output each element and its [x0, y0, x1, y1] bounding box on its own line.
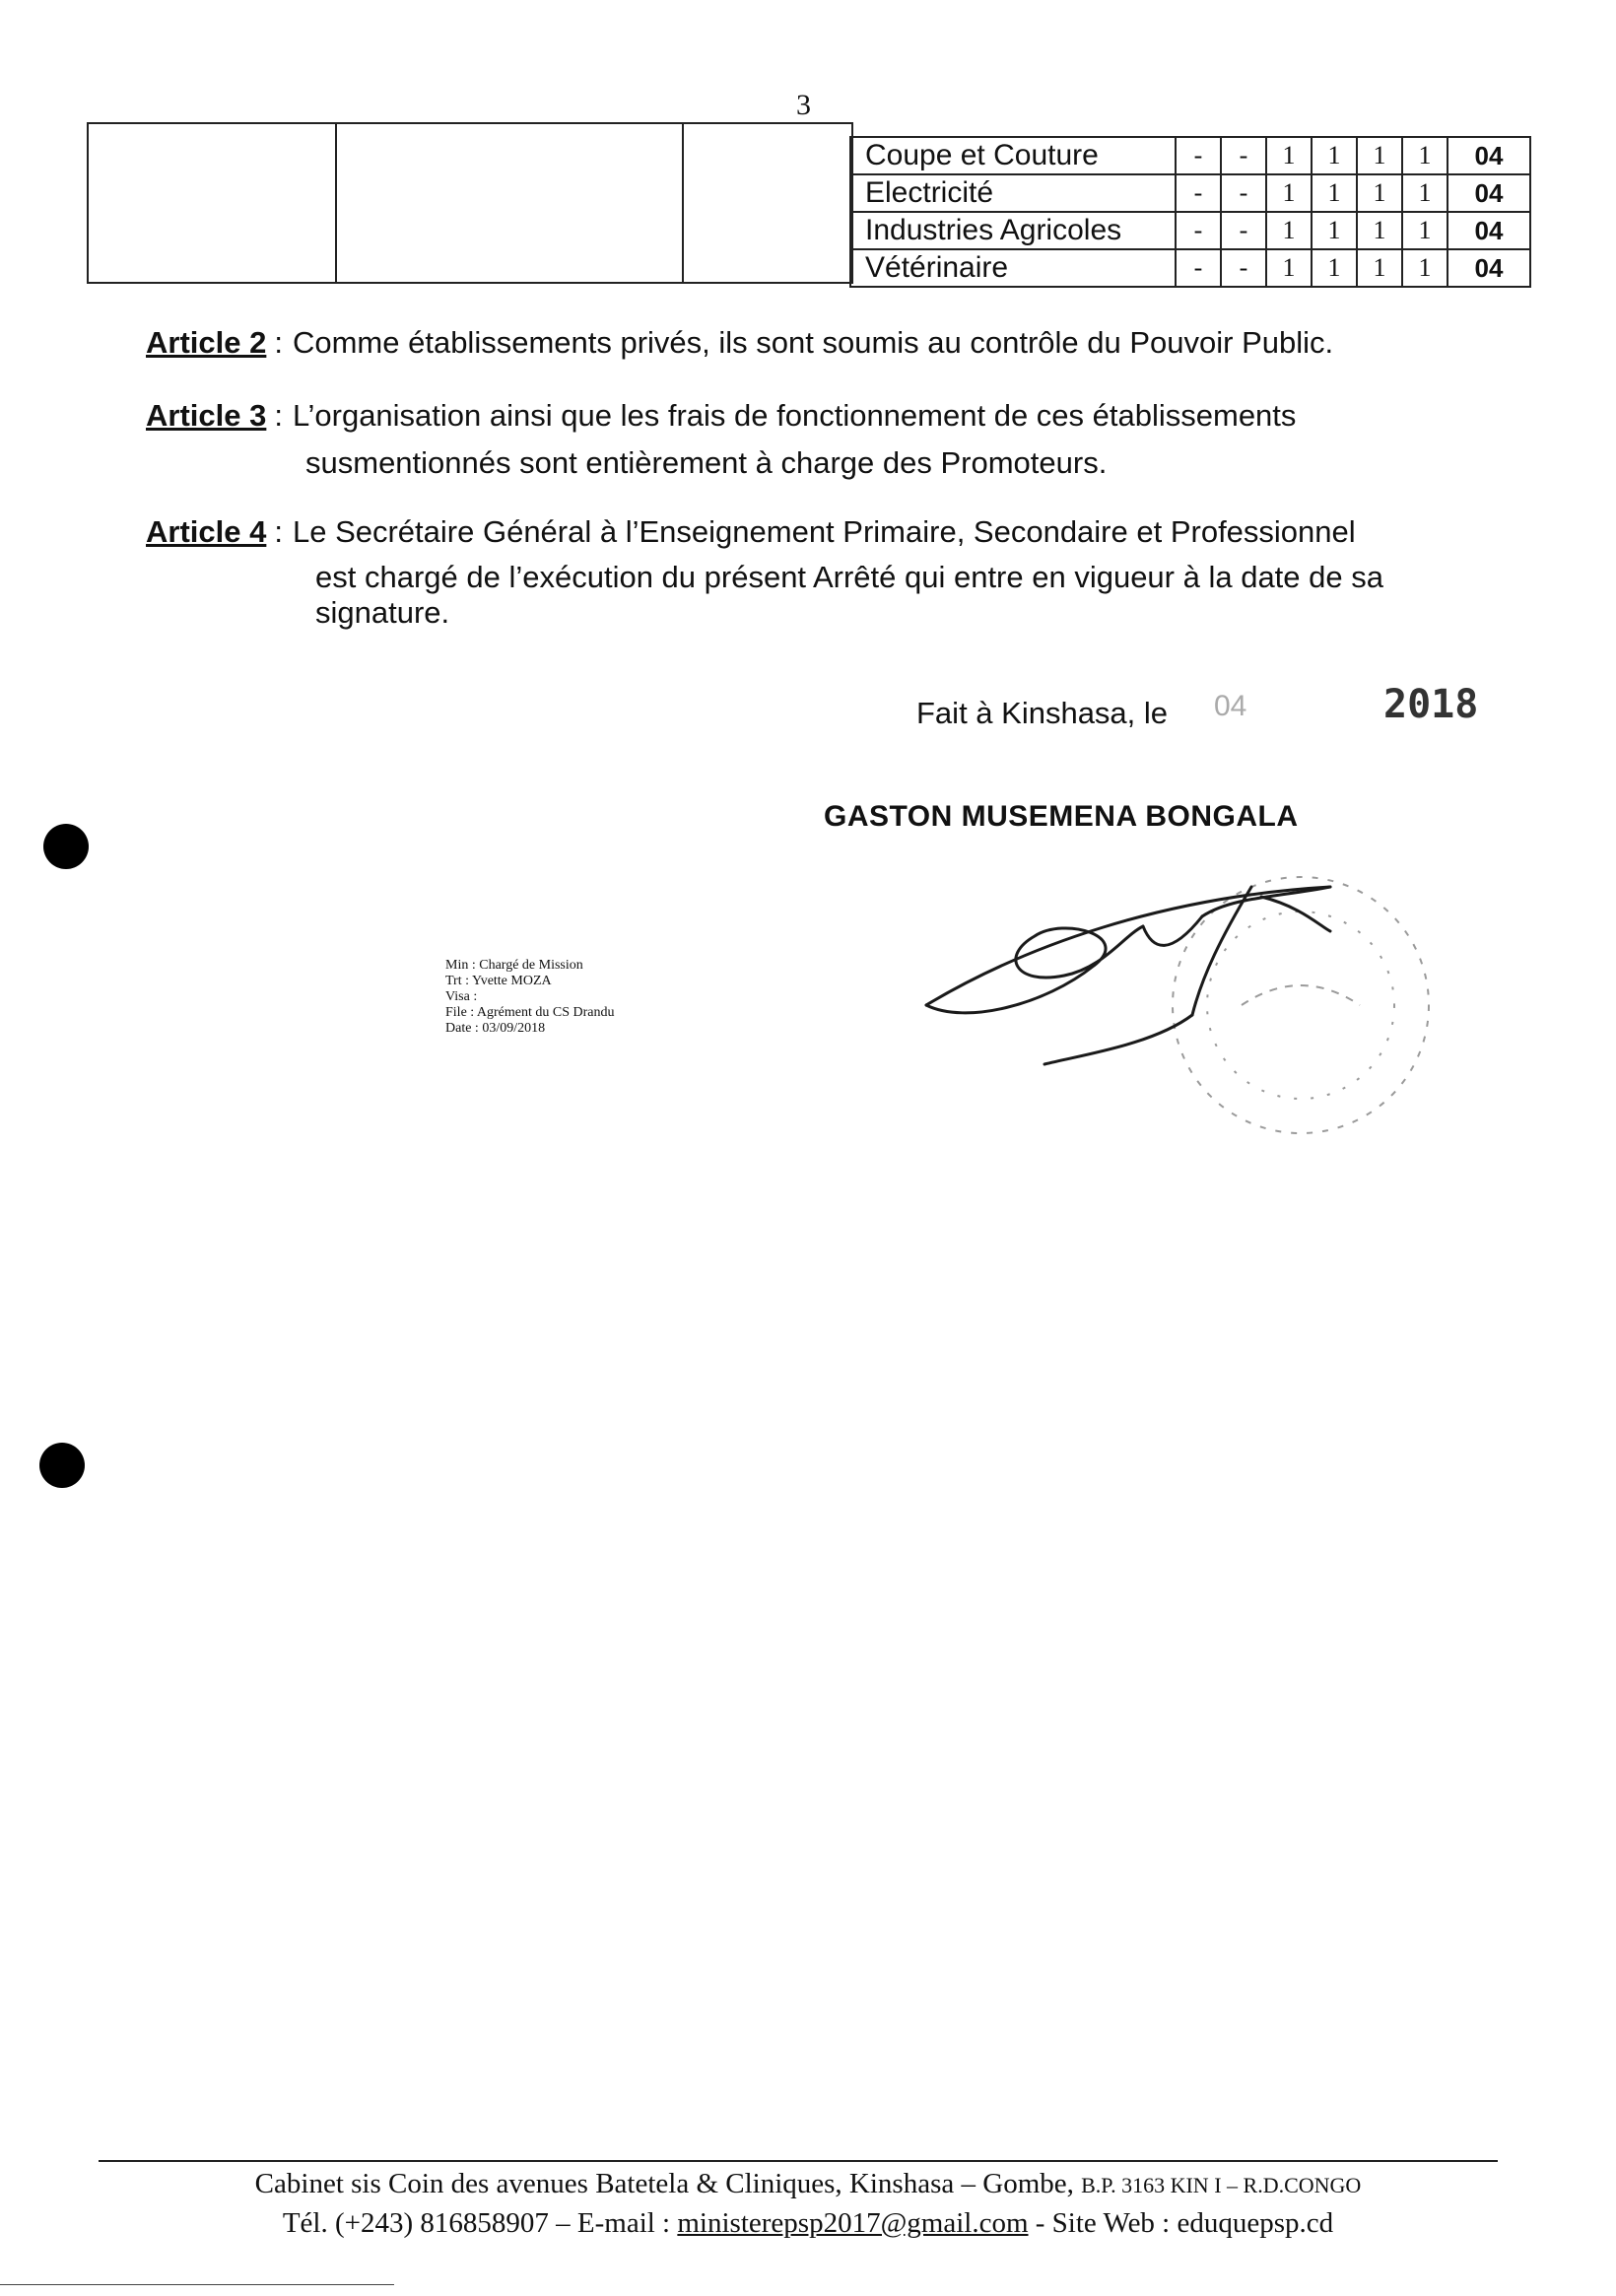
footer-contact — [0, 2207, 1616, 2240]
official-seal-icon — [1173, 877, 1429, 1133]
grade-cell: 1 — [1312, 137, 1357, 174]
empty-cell — [336, 123, 683, 283]
grade-cell: - — [1221, 174, 1266, 212]
grade-cell: 1 — [1357, 174, 1402, 212]
grade-cell: - — [1221, 212, 1266, 249]
grade-cell: 1 — [1357, 212, 1402, 249]
meta-line: Date : 03/09/2018 — [445, 1021, 546, 1036]
table-row — [850, 212, 1530, 249]
grade-cell: 1 — [1266, 174, 1312, 212]
punch-hole-dot — [43, 824, 89, 869]
grade-cell: 1 — [1402, 137, 1448, 174]
grade-cell: 1 — [1266, 137, 1312, 174]
total-cell: 04 — [1448, 249, 1530, 287]
option-name: Industries Agricoles — [850, 212, 1176, 249]
article-4-label: Article 4 — [146, 514, 267, 549]
table-row — [850, 174, 1530, 212]
grade-cell: 1 — [1266, 249, 1312, 287]
article-2-text: Comme établissements privés, ils sont soumis au contrôle du Pouvoir Public. — [292, 325, 1334, 360]
options-table — [849, 136, 1531, 288]
grade-cell: - — [1221, 137, 1266, 174]
meta-line: Trt : Yvette MOZA — [445, 974, 552, 988]
footer-tel: Tél. (+243) 816858907 – E-mail : — [282, 2207, 671, 2239]
total-cell: 04 — [1448, 212, 1530, 249]
grade-cell: 1 — [1357, 249, 1402, 287]
meta-line: Visa : — [445, 989, 478, 1004]
grade-cell: 1 — [1402, 249, 1448, 287]
article-4-text-line2: est chargé de l’exécution du présent Arrêté qui entre en vigueur à la date de sa — [315, 560, 1383, 594]
option-name: Electricité — [850, 174, 1176, 212]
place-date-text: Fait à Kinshasa, le — [916, 696, 1169, 730]
meta-line: Min : Chargé de Mission — [445, 958, 583, 973]
grade-cell: - — [1176, 174, 1221, 212]
grade-cell: - — [1176, 212, 1221, 249]
total-cell: 04 — [1448, 174, 1530, 212]
footer-address: Cabinet sis Coin des avenues Batetela & Cliniques, Kinshasa – Gombe, B.P. 3163 KIN I – R.D.CONGO — [254, 2168, 1362, 2199]
grade-cell: - — [1221, 249, 1266, 287]
punch-hole-dot — [39, 1443, 85, 1488]
article-4-text-line3: signature. — [315, 595, 450, 630]
signature-and-seal-image — [907, 857, 1458, 1153]
grade-cell: 1 — [1402, 212, 1448, 249]
handwritten-signature-icon — [926, 887, 1330, 1064]
grade-cell: 1 — [1312, 212, 1357, 249]
article-3-text-line1: L’organisation ainsi que les frais de fonctionnement de ces établissements — [292, 398, 1297, 433]
table-row — [850, 249, 1530, 287]
stamp-year: 2018 — [1383, 682, 1479, 727]
empty-cell — [88, 123, 336, 283]
meta-line: File : Agrément du CS Drandu — [445, 1005, 615, 1020]
page-edge-line — [0, 2284, 394, 2285]
article-4: Article 4 : Le Secrétaire Général à l’Enseignement Primaire, Secondaire et Professionnel — [146, 514, 1356, 549]
grade-cell: - — [1176, 137, 1221, 174]
grade-cell: 1 — [1266, 212, 1312, 249]
page-number: 3 — [796, 89, 811, 121]
article-3-text-line2: susmentionnés sont entièrement à charge des Promoteurs. — [305, 445, 1108, 480]
article-2-label: Article 2 — [146, 325, 267, 360]
footer-email-link[interactable]: ministerepsp2017@gmail.com — [677, 2207, 1029, 2239]
grade-cell: 1 — [1357, 137, 1402, 174]
option-name: Coupe et Couture — [850, 137, 1176, 174]
empty-cell — [683, 123, 852, 283]
article-2: Article 2 : Comme établissements privés, ils sont soumis au contrôle du Pouvoir Public. — [146, 325, 1334, 360]
article-3: Article 3 : L’organisation ainsi que les frais de fonctionnement de ces établissements — [146, 398, 1297, 433]
total-cell: 04 — [1448, 137, 1530, 174]
grade-cell: 1 — [1312, 174, 1357, 212]
article-3-label: Article 3 — [146, 398, 267, 433]
file-reference-block — [445, 958, 615, 1037]
table-row — [850, 137, 1530, 174]
grade-cell: - — [1176, 249, 1221, 287]
stamp-day: 04 — [1214, 690, 1247, 722]
grade-cell: 1 — [1402, 174, 1448, 212]
grade-cell: 1 — [1312, 249, 1357, 287]
footer-po-box: B.P. 3163 KIN I – R.D.CONGO — [1081, 2173, 1362, 2197]
option-name: Vétérinaire — [850, 249, 1176, 287]
footer-divider — [99, 2160, 1498, 2162]
article-4-text-line1: Le Secrétaire Général à l’Enseignement Primaire, Secondaire et Professionnel — [292, 514, 1356, 549]
signatory-name: GASTON MUSEMENA BONGALA — [824, 800, 1299, 833]
footer-site: - Site Web : eduquepsp.cd — [1035, 2207, 1334, 2239]
table-left-empty-columns — [87, 122, 853, 284]
